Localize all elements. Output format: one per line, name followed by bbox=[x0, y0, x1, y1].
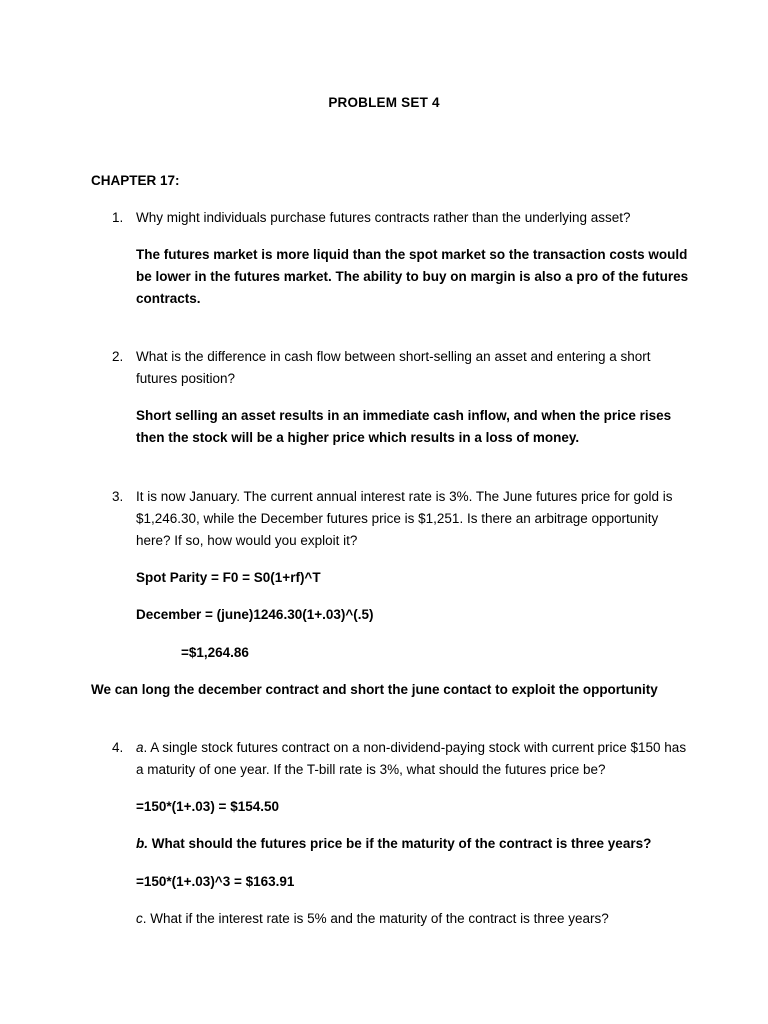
q1-number: 1. bbox=[112, 210, 124, 225]
q2-question: What is the difference in cash flow between short-selling an asset and entering a short futures position? bbox=[136, 349, 651, 386]
q4-part-b-answer: =150*(1+.03)^3 = $163.91 bbox=[136, 874, 295, 889]
q1-answer: The futures market is more liquid than the spot market so the transaction costs would be lower in the futures market. The ability to buy on margin is also a pro of the futures contracts. bbox=[136, 247, 689, 306]
q3-number: 3. bbox=[112, 489, 124, 504]
q2-number: 2. bbox=[112, 349, 124, 364]
q3-conclusion: We can long the december contract and short the june contact to exploit the opportunity bbox=[91, 682, 658, 697]
q4-part-a-question bbox=[136, 737, 691, 781]
q4-part-a-label: a bbox=[136, 740, 144, 755]
page-title: PROBLEM SET 4 bbox=[328, 95, 440, 110]
q4-part-a-text: . A single stock futures contract on a non-dividend-paying stock with current price $150 has a maturity of one year. If the T-bill rate is 3%, what should the futures price be? bbox=[136, 740, 687, 777]
q4-part-a-answer: =150*(1+.03) = $154.50 bbox=[136, 799, 279, 814]
q1-question: Why might individuals purchase futures contracts rather than the underlying asset? bbox=[136, 210, 631, 225]
q4-part-c-text: . What if the interest rate is 5% and the maturity of the contract is three years? bbox=[142, 911, 609, 926]
q3-december-formula: December = (june)1246.30(1+.03)^(.5) bbox=[136, 607, 374, 622]
q3-question: It is now January. The current annual interest rate is 3%. The June futures price for gold is $1,246.30, while the December futures price is $1,251. Is there an arbitrage opportunity here? If so, how would you exploit it? bbox=[136, 489, 673, 548]
q4-part-c-question bbox=[136, 908, 696, 930]
q2-answer: Short selling an asset results in an immediate cash inflow, and when the price rises then the stock will be a higher price which results in a loss of money. bbox=[136, 408, 672, 445]
q4-part-b-question bbox=[136, 833, 696, 855]
chapter-heading: CHAPTER 17: bbox=[91, 173, 180, 188]
q3-result: =$1,264.86 bbox=[181, 645, 249, 660]
q4-number: 4. bbox=[112, 740, 124, 755]
q4-part-b-text: What should the futures price be if the maturity of the contract is three years? bbox=[148, 836, 652, 851]
q3-spot-parity: Spot Parity = F0 = S0(1+rf)^T bbox=[136, 570, 321, 585]
q4-part-c-label: c bbox=[136, 911, 143, 926]
q4-part-b-label: b. bbox=[136, 836, 148, 851]
